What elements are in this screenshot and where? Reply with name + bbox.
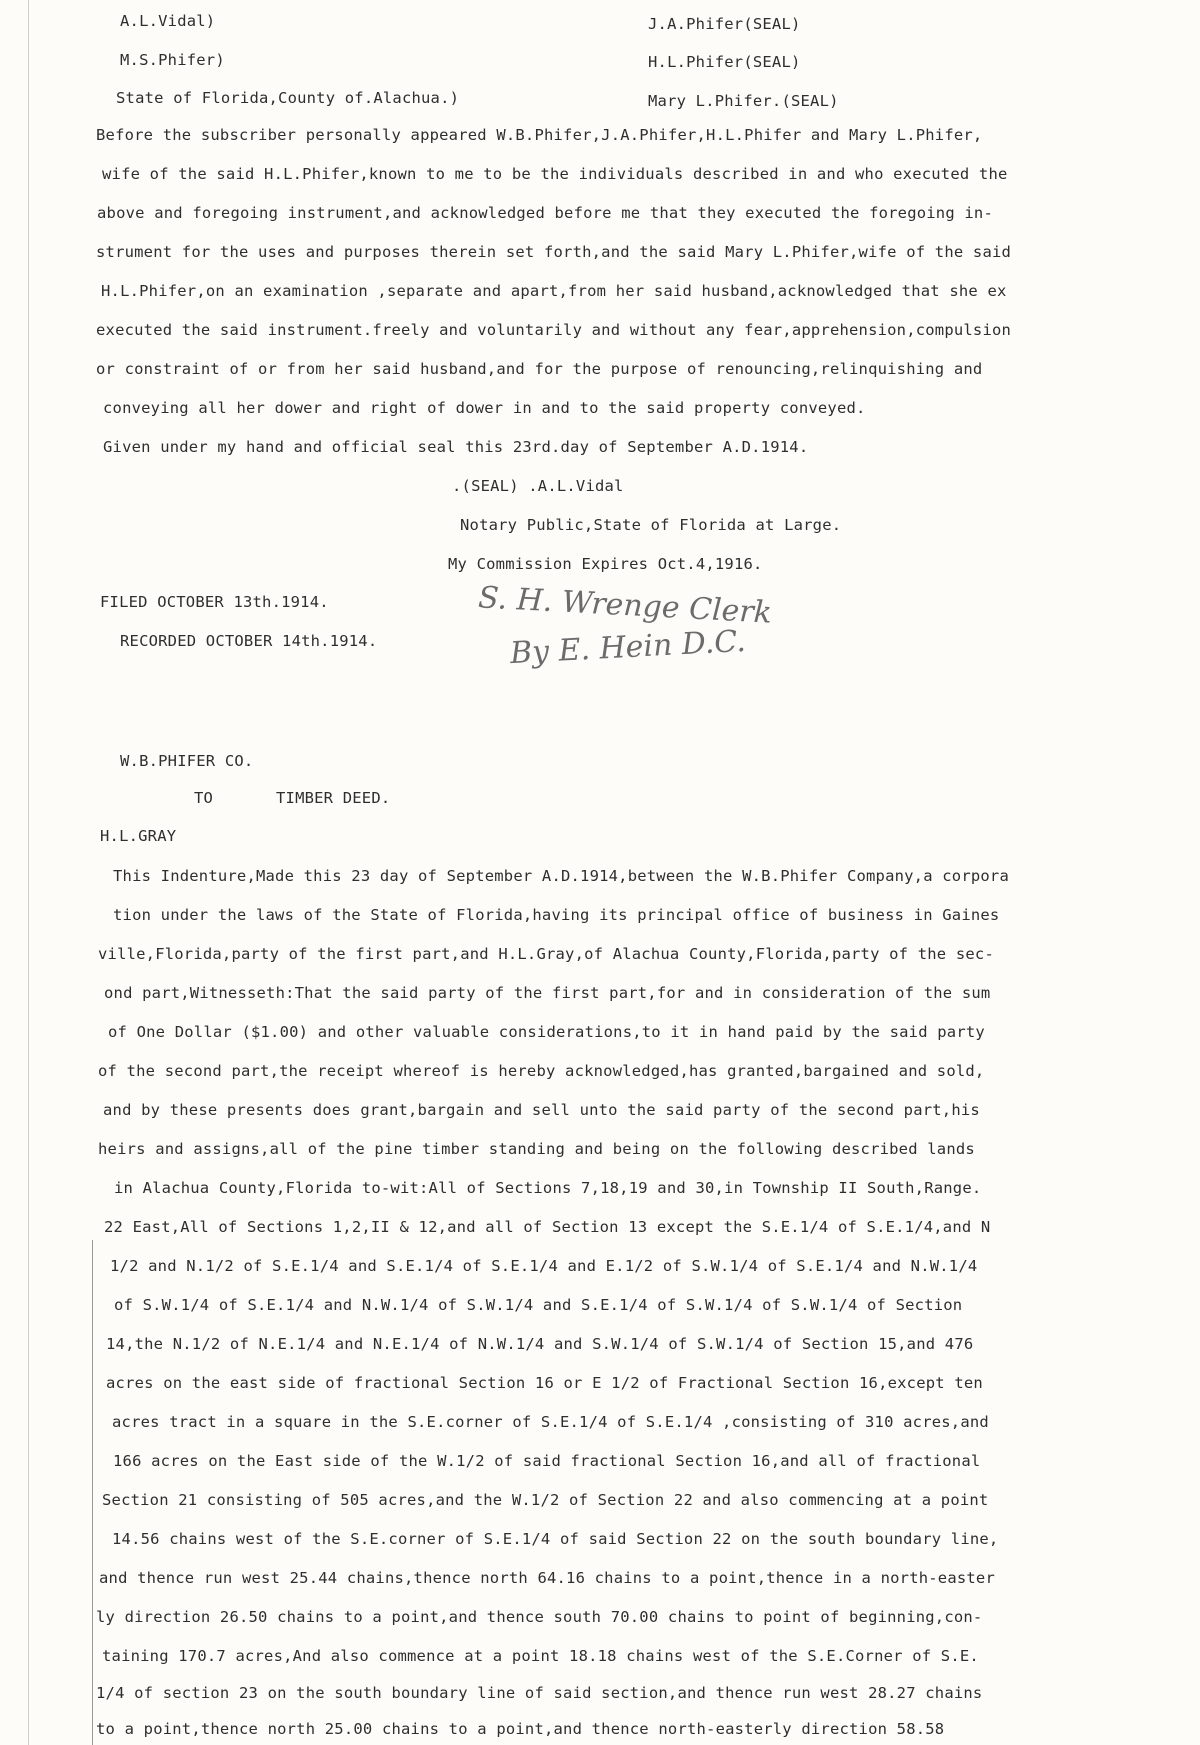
deed-line: Section 21 consisting of 505 acres,and the W.1/2 of Section 22 and also commencing at a point [102,1491,989,1509]
deed-line: of S.W.1/4 of S.E.1/4 and N.W.1/4 of S.W.1/4 and S.E.1/4 of S.W.1/4 of S.W.1/4 of Section [114,1296,963,1314]
deed-line: 166 acres on the East side of the W.1/2 of said fractional Section 16,and all of fractional [113,1452,981,1470]
deed-line: taining 170.7 acres,And also commence at a point 18.18 chains west of the S.E.Corner of S.E. [102,1647,979,1665]
deed-line: 1/2 and N.1/2 of S.E.1/4 and S.E.1/4 of S.E.1/4 and E.1/2 of S.W.1/4 of S.E.1/4 and N.W.1/4 [110,1257,978,1275]
ack-line: executed the said instrument.freely and voluntarily and without any fear,apprehension,compulsion [96,321,1012,339]
deed-line: tion under the laws of the State of Florida,having its principal office of business in Gaines [113,906,1000,924]
venue-line: State of Florida,County of.Alachua.) [116,89,460,107]
signer-1: J.A.Phifer(SEAL) [648,15,801,33]
deed-to: TO [194,789,214,807]
ack-line: or constraint of or from her said husband,and for the purpose of renouncing,relinquishing and [96,360,983,378]
notary-title: Notary Public,State of Florida at Large. [460,516,842,534]
notary-name: .(SEAL) .A.L.Vidal [452,477,624,495]
deed-line: and thence run west 25.44 chains,thence north 64.16 chains to a point,thence in a north-easter [99,1569,995,1587]
deed-type: TIMBER DEED. [276,789,391,807]
ack-line: conveying all her dower and right of dower in and to the said property conveyed. [103,399,866,417]
signer-3: Mary L.Phifer.(SEAL) [648,92,839,110]
deed-line: 22 East,All of Sections 1,2,II & 12,and all of Section 13 except the S.E.1/4 of S.E.1/4,and N [104,1218,991,1236]
ack-line: Before the subscriber personally appeared W.B.Phifer,J.A.Phifer,H.L.Phifer and Mary L.Phifer, [96,126,983,144]
deed-line: 14.56 chains west of the S.E.corner of S.E.1/4 of said Section 22 on the south boundary line, [112,1530,999,1548]
deed-line: acres on the east side of fractional Section 16 or E 1/2 of Fractional Section 16,except ten [106,1374,983,1392]
deed-line: and by these presents does grant,bargain and sell unto the said party of the second part,his [103,1101,980,1119]
deed-grantor: W.B.PHIFER CO. [120,752,254,770]
ack-line: wife of the said H.L.Phifer,known to me to be the individuals described in and who executed the [102,165,1008,183]
ack-line: H.L.Phifer,on an examination ,separate and apart,from her said husband,acknowledged that she ex [101,282,1007,300]
filed-date: FILED OCTOBER 13th.1914. [100,593,329,611]
deed-line: This Indenture,Made this 23 day of September A.D.1914,between the W.B.Phifer Company,a corpora [113,867,1009,885]
deed-grantee: H.L.GRAY [100,827,177,845]
witness-1: A.L.Vidal) [120,12,216,30]
margin-rule [92,1240,93,1745]
deed-line: ly direction 26.50 chains to a point,and thence south 70.00 chains to point of beginning,con- [96,1608,983,1626]
deed-line: in Alachua County,Florida to-wit:All of Sections 7,18,19 and 30,in Township II South,Range. [114,1179,982,1197]
deed-line: 1/4 of section 23 on the south boundary line of said section,and thence run west 28.27 chains [96,1684,983,1702]
deed-line: of the second part,the receipt whereof is hereby acknowledged,has granted,bargained and sold, [98,1062,985,1080]
signer-2: H.L.Phifer(SEAL) [648,53,801,71]
deed-line: of One Dollar ($1.00) and other valuable considerations,to it in hand paid by the said party [108,1023,985,1041]
clerk-signature: S. H. Wrenge Clerk [477,580,773,631]
deed-line: 14,the N.1/2 of N.E.1/4 and N.E.1/4 of N.W.1/4 and S.W.1/4 of S.W.1/4 of Section 15,and 476 [106,1335,974,1353]
deed-line: acres tract in a square in the S.E.corner of S.E.1/4 of S.E.1/4 ,consisting of 310 acres,and [112,1413,989,1431]
recorded-date: RECORDED OCTOBER 14th.1914. [120,632,378,650]
ack-given-line: Given under my hand and official seal this 23rd.day of September A.D.1914. [103,438,809,456]
deed-line: heirs and assigns,all of the pine timber standing and being on the following described lands [98,1140,975,1158]
deed-line: ville,Florida,party of the first part,and H.L.Gray,of Alachua County,Florida,party of the sec- [98,945,994,963]
notary-commission: My Commission Expires Oct.4,1916. [448,555,763,573]
deputy-signature: By E. Hein D.C. [509,623,747,672]
witness-2: M.S.Phifer) [120,51,225,69]
page-edge [28,0,29,1745]
deed-line: ond part,Witnesseth:That the said party of the first part,for and in consideration of the sum [104,984,991,1002]
deed-line: to a point,thence north 25.00 chains to a point,and thence north-easterly direction 58.58 [96,1720,945,1738]
ack-line: above and foregoing instrument,and acknowledged before me that they executed the foregoing in- [97,204,993,222]
ack-line: strument for the uses and purposes therein set forth,and the said Mary L.Phifer,wife of the said [96,243,1012,261]
